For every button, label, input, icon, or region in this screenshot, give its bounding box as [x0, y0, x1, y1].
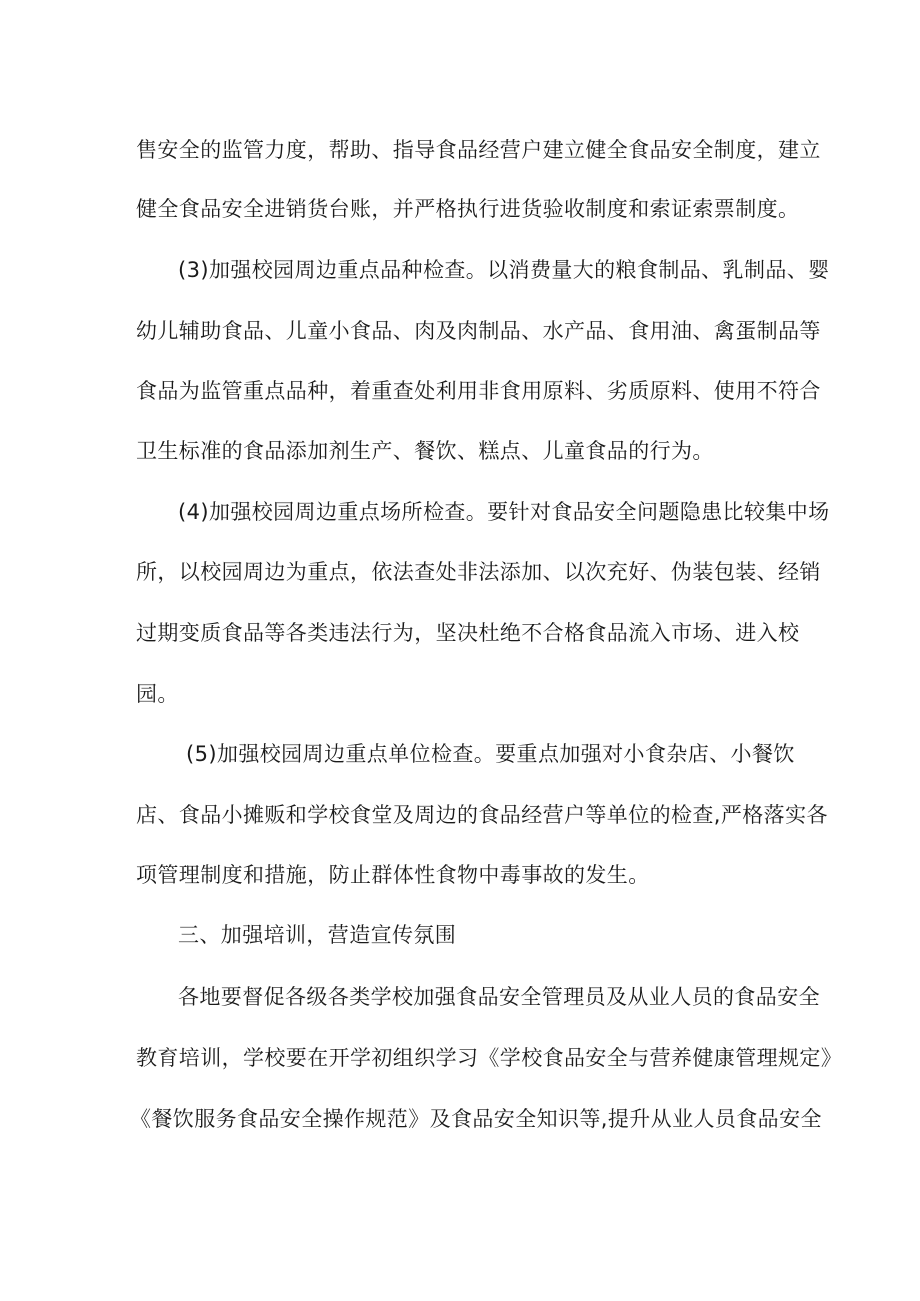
text-line: (3)加强校园周边重点品种检查。以消费量大的粮食制品、乳制品、婴: [178, 258, 830, 282]
text-line: 卫生标准的食品添加剂生产、餐饮、糕点、儿童食品的行为。: [136, 439, 714, 463]
text-line: 售安全的监管力度，帮助、指导食品经营户建立健全食品安全制度，建立: [136, 138, 821, 162]
text-line: 健全食品安全进销货台账，并严格执行进货验收制度和索证索票制度。: [136, 197, 800, 221]
text-line: 各地要督促各级各类学校加强食品安全管理员及从业人员的食品安全: [178, 985, 820, 1009]
text-line: (4)加强校园周边重点场所检查。要针对食品安全问题隐患比较集中场: [178, 500, 830, 524]
text-line: 《餐饮服务食品安全操作规范》及食品安全知识等,提升从业人员食品安全: [130, 1107, 822, 1131]
text-line: 所，以校园周边为重点，依法查处非法添加、以次充好、伪装包装、经销: [136, 560, 821, 584]
text-line: 教育培训，学校要在开学初组织学习《学校食品安全与营养健康管理规定》: [136, 1046, 843, 1070]
text-line: 店、食品小摊贩和学校食堂及周边的食品经营户等单位的检查,严格落实各: [136, 803, 828, 827]
text-line: 项管理制度和措施，防止群体性食物中毒事故的发生。: [136, 863, 650, 887]
text-line: 过期变质食品等各类违法行为，坚决杜绝不合格食品流入市场、进入校: [136, 621, 800, 645]
text-line: 园。: [136, 682, 179, 706]
text-line: (5)加强校园周边重点单位检查。要重点加强对小食杂店、小餐饮: [186, 742, 795, 766]
section-heading: 三、加强培训，营造宣传氛围: [178, 923, 457, 947]
text-line: 幼儿辅助食品、儿童小食品、肉及肉制品、水产品、食用油、禽蛋制品等: [136, 319, 821, 343]
text-line: 食品为监管重点品种，着重查处利用非食用原料、劣质原料、使用不符合: [136, 379, 821, 403]
